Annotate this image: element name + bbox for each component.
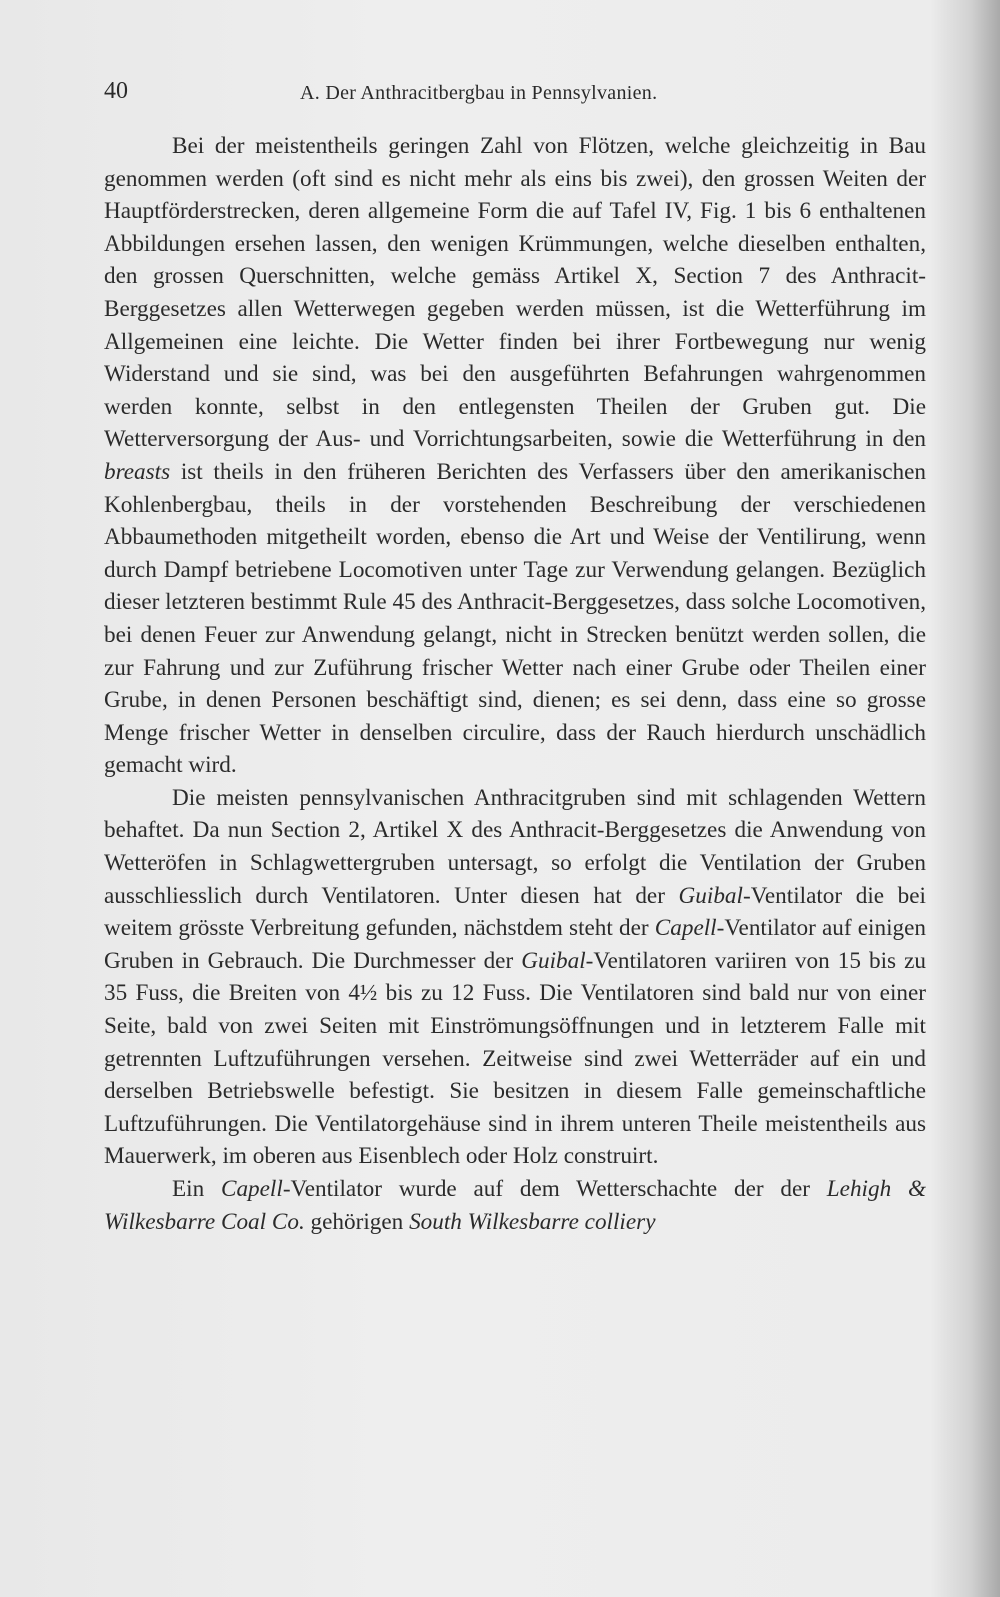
p3-a: Ein bbox=[172, 1176, 221, 1202]
p3-i3: South Wilkesbarre colliery bbox=[409, 1208, 656, 1235]
paragraph-3 bbox=[104, 1173, 926, 1238]
body-text bbox=[104, 130, 926, 1238]
page-number: 40 bbox=[104, 78, 128, 104]
p2-d: -Ventilatoren variiren von 15 bis zu 35 Fuss, die Breiten von 4½ bis zu 12 Fuss. Die Ventilatoren sind bald nur von einer Seite, bald von zwei Seiten mit Einströmungsöffnungen und in letzterem Falle mit getrennten Luftzuführungen versehen. Zeitweise sind zwei Wetterräder auf ein und derselben Betriebswelle befestigt. Sie besitzen in diesem Falle gemeinschaftliche Luftzuführungen. Die Ventilatorgehäuse sind in ihrem unteren Theile meistentheils aus Mauerwerk, im oberen aus Eisenblech oder Holz construirt. bbox=[104, 947, 926, 1170]
p2-i2: Capell bbox=[654, 915, 717, 942]
p2-b: -Ventilator die bei weitem grösste Verbreitung gefunden, nächstdem steht der bbox=[104, 882, 926, 942]
paragraph-1 bbox=[104, 130, 926, 782]
p3-i2: Lehigh & Wilkesbarre Coal Co. bbox=[104, 1176, 926, 1235]
running-title: A. Der Anthracitbergbau in Pennsylvanien. bbox=[300, 82, 658, 104]
p2-i1: Guibal bbox=[678, 882, 743, 909]
p3-b: -Ventilator wurde auf dem Wetterschachte der der bbox=[282, 1176, 827, 1202]
p1-italic: breasts bbox=[104, 458, 171, 485]
p3-c: gehörigen bbox=[304, 1208, 410, 1235]
p3-i1: Capell bbox=[220, 1176, 283, 1202]
p1-text: Bei der meistentheils geringen Zahl von Flötzen, welche gleichzeitig in Bau genommen werden (oft sind es nicht mehr als eins bis zwei), den grossen Weiten der Hauptförderstrecken, deren allgemeine Form die auf Tafel IV, Fig. 1 bis 6 enthaltenen Abbildungen ersehen lassen, den wenigen Krümmungen, welche dieselben enthalten, den grossen Querschnitten, welche gemäss Artikel X, Section 7 des Anthracit-Berggesetzes allen Wetterwegen gegeben werden müssen, ist die Wetterführung im Allgemeinen eine leichte. Die Wetter finden bei ihrer Fortbewegung nur wenig Widerstand und sie sind, was bei den ausgeführten Befahrungen wahrgenommen werden konnte, selbst in den entlegensten Theilen der Gruben gut. Die Wetterversorgung der Aus- und Vorrichtungsarbeiten, sowie die Wetterführung in den bbox=[104, 133, 926, 453]
paragraph-2 bbox=[104, 782, 926, 1173]
p1-text-2: ist theils in den früheren Berichten des Verfassers über den amerikanischen Kohlenbergbau, theils in der vorstehenden Beschreibung der verschiedenen Abbaumethoden mitgetheilt worden, ebenso die Art und Weise der Ventilirung, wenn durch Dampf betriebene Locomotiven unter Tage zur Verwendung gelangen. Bezüglich dieser letzteren bestimmt Rule 45 des Anthracit-Berggesetzes, dass solche Locomotiven, bei denen Feuer zur Anwendung gelangt, nicht in Strecken benützt werden sollen, die zur Fahrung und zur Zuführung frischer Wetter nach einer Grube oder Theilen einer Grube, in denen Personen beschäftigt sind, dienen; es sei denn, dass eine so grosse Menge frischer Wetter in denselben circulire, dass der Rauch hierdurch unschädlich gemacht wird. bbox=[104, 458, 926, 779]
p2-c: -Ventilator auf einigen Gruben in Gebrauch. Die Durchmesser der bbox=[104, 915, 926, 974]
page-header bbox=[104, 78, 924, 108]
p2-i3: Guibal bbox=[521, 947, 586, 974]
p2-a: Die meisten pennsylvanischen Anthracitgruben sind mit schlagenden Wettern behaftet. Da nun Section 2, Artikel X des Anthracit-Berggesetzes die Anwendung von Wetteröfen in Schlagwettergruben untersagt, so erfolgt die Ventilation der Gruben ausschliesslich durch Ventilatoren. Unter diesen hat der bbox=[104, 784, 926, 909]
